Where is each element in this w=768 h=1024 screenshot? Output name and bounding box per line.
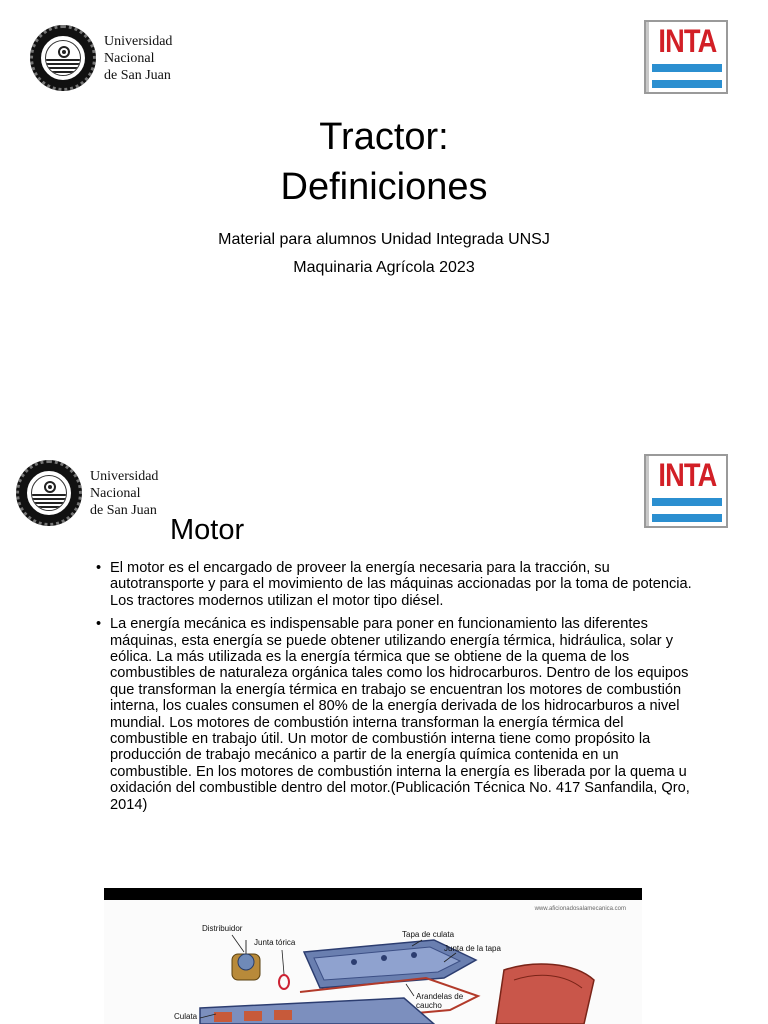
inta-logo-text: INTA xyxy=(650,26,725,56)
engine-illustration-icon xyxy=(104,900,642,1024)
inta-logo xyxy=(644,20,728,94)
inta-logo-stripe xyxy=(652,80,722,88)
bullet-item xyxy=(96,616,696,813)
university-name-line: de San Juan xyxy=(90,502,157,518)
university-name xyxy=(90,468,158,519)
bullet-text: El motor es el encargado de proveer la energía necesaria para la tracción, su autotransporte y para el movimiento de las máquinas accionadas por la toma de potencia. Los tractores modernos utilizan el motor tipo diésel. xyxy=(110,560,692,609)
slide-title-line: Definiciones xyxy=(280,166,488,208)
university-seal-icon xyxy=(16,460,82,526)
slide-title-line: Tractor: xyxy=(319,116,449,158)
university-name xyxy=(104,33,172,84)
slide-subtitle: Maquinaria Agrícola 2023 xyxy=(293,259,475,276)
university-name-line: Nacional xyxy=(90,485,141,501)
diagram-label: Junta tórica xyxy=(254,938,296,947)
university-name-line: Universidad xyxy=(104,33,173,49)
title-slide xyxy=(0,0,768,430)
university-name-line: Universidad xyxy=(90,468,159,484)
bullet-text: La energía mecánica es indispensable para poner en funcionamiento las diferentes máquinas, esta energía se puede obtener utilizando energía térmica, hidráulica, solar y eólica. La más utilizada es la energía térmica que se obtiene de la quema de los combustibles de naturaleza orgánica tales como los hidrocarburos. Dentro de los equipos que transforman la energía térmica en trabajo se encuentran los motores de combustión interna, los cuales consumen el 80% de la energía derivada de los hidrocarburos a nivel mundial. Los motores de combustión interna transforman la energía térmica del combustible en trabajo útil. Un motor de combustión interna tiene como propósito la producción de trabajo mecánico a partir de la energía química contenida en un combustible. En los motores de combustión interna la energía es liberada por la quema u oxidación del combustible dentro del motor.(Publicación Técnica No. 417 Sanfandila, Qro, 2014) xyxy=(110,616,690,813)
university-logo xyxy=(30,25,172,91)
inta-logo-text: INTA xyxy=(650,460,725,490)
university-logo xyxy=(16,460,158,526)
diagram-label: Arandelas de caucho xyxy=(416,992,464,1010)
university-seal-icon xyxy=(30,25,96,91)
diagram-label: Culata xyxy=(174,1012,198,1021)
section-heading: Motor xyxy=(170,514,245,546)
inta-logo-stripe xyxy=(652,64,722,72)
inta-logo-stripe xyxy=(652,498,722,506)
bullet-icon: • xyxy=(96,616,102,633)
engine-diagram xyxy=(104,900,642,1024)
cylinder-head-part xyxy=(200,998,434,1024)
inta-logo xyxy=(644,454,728,528)
intake-manifold-part xyxy=(496,964,594,1024)
o-ring-part xyxy=(279,975,289,989)
diagram-label: Distribuidor xyxy=(202,924,243,933)
bullet-icon: • xyxy=(96,560,102,576)
diagram-label: Tapa de culata xyxy=(402,930,455,939)
bullet-list xyxy=(96,560,696,820)
slide-subtitle: Material para alumnos Unidad Integrada UNSJ xyxy=(218,231,550,248)
diagram-label: Junta de la tapa xyxy=(444,944,501,953)
university-name-line: Nacional xyxy=(104,50,155,66)
image-credit: www.aficionadosalamecanica.com xyxy=(534,906,626,912)
image-top-border xyxy=(104,888,642,900)
university-name-line: de San Juan xyxy=(104,67,171,83)
bullet-item xyxy=(96,560,696,609)
inta-logo-stripe xyxy=(652,514,722,522)
slide-title xyxy=(0,112,768,212)
motor-slide xyxy=(0,446,768,1024)
